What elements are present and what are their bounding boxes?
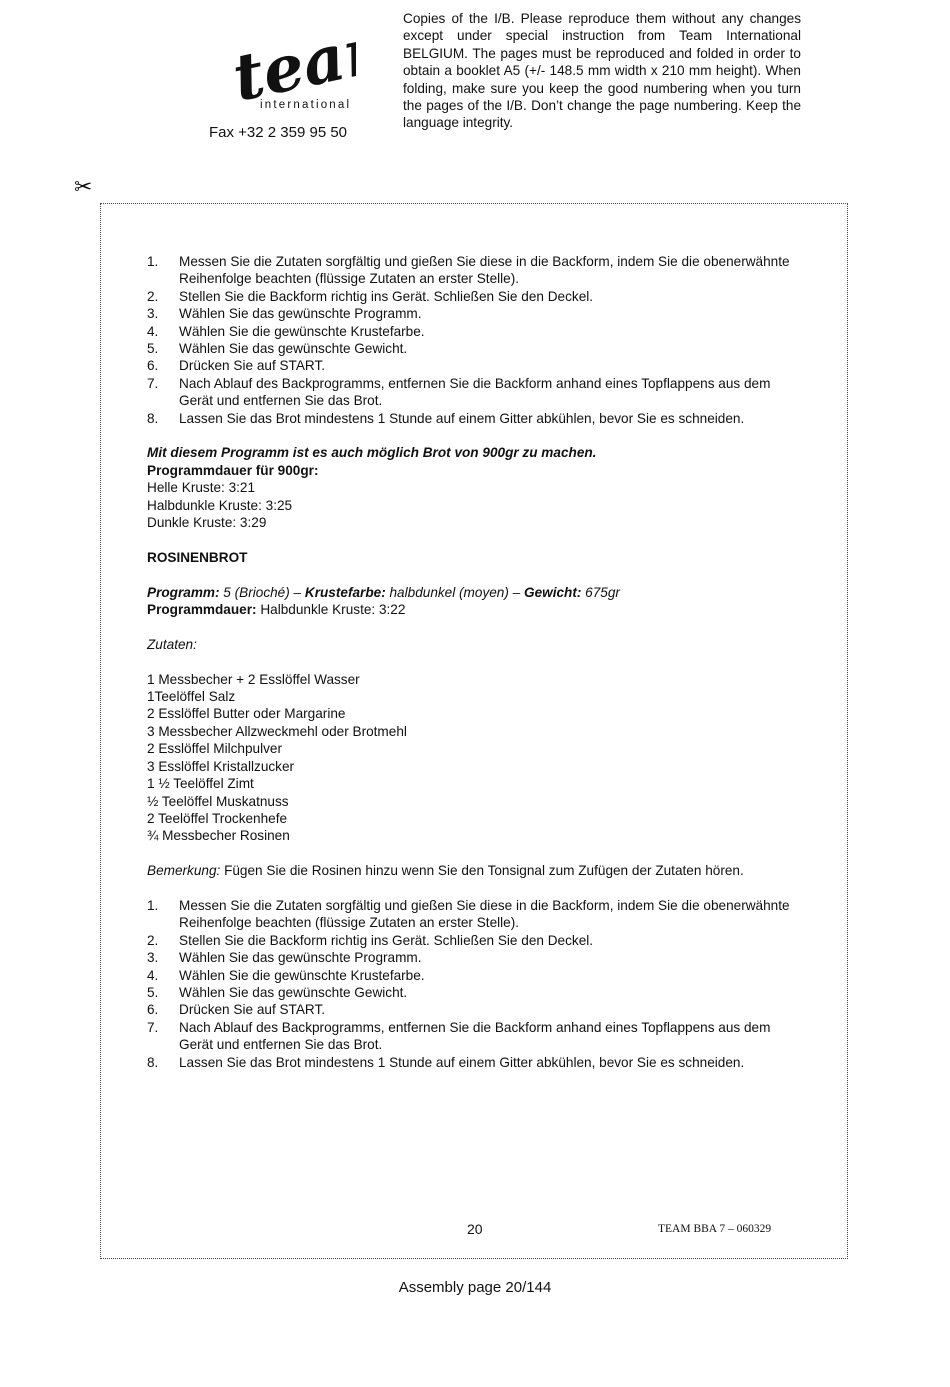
fax-number: Fax +32 2 359 95 50 [209,124,348,141]
reproduction-notice: Copies of the I/B. Please reproduce them without any changes except under special instruction from Team International BELGIUM. The pages must be reproduced and folded in order to obtain a booklet A5 (+/- 148.5 mm width x 210 mm height). When folding, make sure you keep the good numbering when you turn the pages of the I/B. Don’t change the page numbering. Keep the language integrity. [403,11,801,131]
step-number: 3. [147,950,159,966]
step-item [147,1019,802,1054]
duration-900-list [147,479,802,531]
ingredient-item: 3 Esslöffel Kristallzucker [147,758,295,774]
step-number: 8. [147,410,159,426]
step-text: Wählen Sie das gewünschte Programm. [179,306,422,322]
duration-900-label: Programmdauer für 900gr: [147,462,319,478]
step-text: Nach Ablauf des Backprogramms, entfernen Sie die Backform anhand eines Topflappens aus dem Gerät und entfernen Sie das Brot. [179,1019,771,1053]
step-item [147,323,802,340]
step-item [147,410,802,427]
scissors-icon: ✂ [74,174,93,199]
ingredient-item: 2 Esslöffel Butter oder Margarine [147,706,346,722]
ingredient-item: ¾ Messbecher Rosinen [147,828,290,844]
duration-item: Halbdunkle Kruste: 3:25 [147,497,293,513]
step-number: 5. [147,984,159,1000]
steps-list-rosinenbrot [147,897,802,1071]
team-logo [228,12,356,114]
program-line: Programm: 5 (Brioché) – Krustefarbe: halbdunkel (moyen) – Gewicht: 675gr [147,584,620,600]
step-text: Wählen Sie die gewünschte Krustefarbe. [179,967,425,983]
remark: Bemerkung: Fügen Sie die Rosinen hinzu wenn Sie den Tonsignal zum Zufügen der Zutaten hören. [147,863,744,879]
step-text: Wählen Sie das gewünschte Programm. [179,950,422,966]
duration-item: Helle Kruste: 3:21 [147,480,256,496]
step-text: Drücken Sie auf START. [179,358,326,374]
step-item [147,1054,802,1071]
page-content [147,253,802,1071]
step-text: Nach Ablauf des Backprogramms, entfernen Sie die Backform anhand eines Topflappens aus dem Gerät und entfernen Sie das Brot. [179,375,771,409]
steps-list-900 [147,253,802,427]
step-item [147,897,802,932]
step-item [147,288,802,305]
step-number: 2. [147,932,159,948]
step-number: 4. [147,967,159,983]
step-number: 2. [147,288,159,304]
step-number: 1. [147,897,159,913]
step-item [147,305,802,322]
logo-wordmark: team [228,12,356,114]
step-item [147,984,802,1001]
ingredients-list [147,671,802,845]
step-text: Stellen Sie die Backform richtig ins Gerät. Schließen Sie den Deckel. [179,288,594,304]
step-text: Wählen Sie das gewünschte Gewicht. [179,341,408,357]
ingredient-item: 1Teelöffel Salz [147,689,236,705]
step-text: Wählen Sie das gewünschte Gewicht. [179,984,408,1000]
ingredient-item: 1 Messbecher + 2 Esslöffel Wasser [147,671,360,687]
step-item [147,357,802,374]
page-number: 20 [467,1221,483,1237]
assembly-page: Assembly page 20/144 [398,1279,552,1296]
step-number: 5. [147,341,159,357]
duration-item: Dunkle Kruste: 3:29 [147,515,267,531]
step-number: 6. [147,358,159,374]
step-number: 7. [147,1019,159,1035]
ingredient-item: 2 Teelöffel Trockenhefe [147,810,288,826]
step-number: 7. [147,375,159,391]
step-item [147,1001,802,1018]
step-text: Stellen Sie die Backform richtig ins Gerät. Schließen Sie den Deckel. [179,932,594,948]
step-number: 6. [147,1002,159,1018]
note-900gr: Mit diesem Programm ist es auch möglich Brot von 900gr zu machen. [147,445,597,461]
ingredient-item: 2 Esslöffel Milchpulver [147,741,282,757]
step-number: 3. [147,306,159,322]
step-text: Lassen Sie das Brot mindestens 1 Stunde auf einem Gitter abkühlen, bevor Sie es schneiden. [179,1054,745,1070]
logo-subtitle: international [260,99,352,111]
step-item [147,967,802,984]
step-text: Wählen Sie die gewünschte Krustefarbe. [179,323,425,339]
ingredient-item: ½ Teelöffel Muskatnuss [147,793,289,809]
ingredients-label: Zutaten: [147,636,197,652]
step-number: 8. [147,1054,159,1070]
step-text: Messen Sie die Zutaten sorgfältig und gießen Sie diese in die Backform, indem Sie die obenerwähnte Reihenfolge beachten (flüssige Zutaten an erster Stelle). [179,254,790,287]
program-duration: Programmdauer: Halbdunkle Kruste: 3:22 [147,602,406,618]
step-item [147,949,802,966]
ingredient-item: 1 ½ Teelöffel Zimt [147,776,254,792]
step-text: Drücken Sie auf START. [179,1002,326,1018]
step-item [147,932,802,949]
step-item [147,253,802,288]
recipe-title: ROSINENBROT [147,549,248,565]
step-item [147,340,802,357]
step-text: Messen Sie die Zutaten sorgfältig und gießen Sie diese in die Backform, indem Sie die obenerwähnte Reihenfolge beachten (flüssige Zutaten an erster Stelle). [179,897,790,931]
step-item [147,375,802,410]
ingredient-item: 3 Messbecher Allzweckmehl oder Brotmehl [147,723,407,739]
document-reference: TEAM BBA 7 – 060329 [658,1223,772,1235]
step-text: Lassen Sie das Brot mindestens 1 Stunde auf einem Gitter abkühlen, bevor Sie es schneiden. [179,410,745,426]
step-number: 4. [147,323,159,339]
step-number: 1. [147,254,159,269]
